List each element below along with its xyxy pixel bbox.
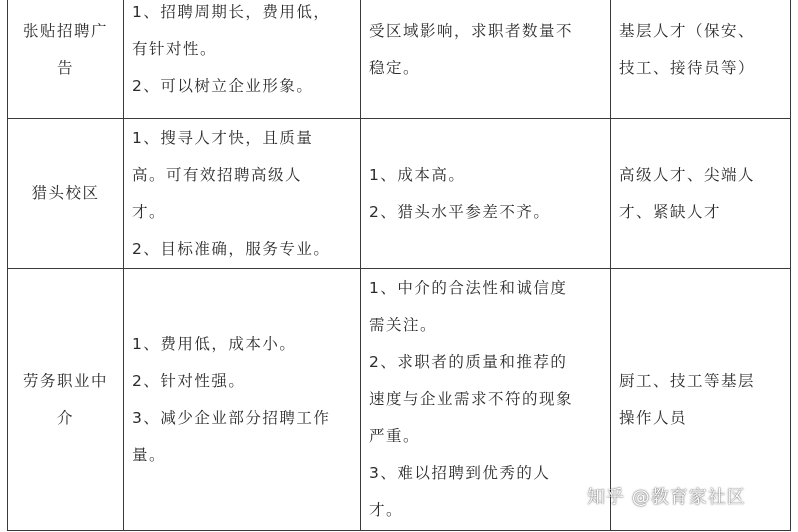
- cell-line: 才。: [369, 501, 404, 519]
- suitable-talent-cell: [611, 119, 791, 269]
- cell-line: 张贴招聘广: [22, 21, 108, 40]
- cell-line: 严重。: [369, 427, 421, 445]
- cell-line: 1、费用低，成本小。: [132, 334, 297, 353]
- cell-line: 有针对性。: [132, 40, 218, 58]
- advantages-cell: [124, 119, 361, 269]
- cell-line: 2、目标准确，服务专业。: [132, 239, 331, 258]
- cell-line: 2、求职者的质量和推荐的: [369, 353, 568, 371]
- cell-line: 受区域影响，求职者数量不: [369, 21, 574, 40]
- watermark: 知乎 @教育家社区: [587, 487, 746, 508]
- cell-line: 才。: [132, 202, 167, 221]
- suitable-talent-cell: [611, 0, 791, 119]
- cell-line: 稳定。: [369, 58, 421, 77]
- cell-line: 量。: [132, 445, 167, 464]
- method-cell: [8, 119, 124, 269]
- cell-line: 介: [56, 408, 74, 427]
- cell-line: 劳务职业中: [22, 371, 108, 390]
- cell-line: 1、招聘周期长，费用低，: [132, 3, 331, 21]
- advantages-cell: [124, 269, 361, 531]
- cell-line: 2、针对性强。: [132, 371, 246, 390]
- cell-line: 才、紧缺人才: [619, 202, 722, 221]
- disadvantages-cell: [361, 269, 611, 531]
- cell-line: 猎头校区: [31, 184, 100, 202]
- cell-line: 厨工、技工等基层: [619, 371, 756, 390]
- method-cell: [8, 269, 124, 531]
- cell-line: 1、中介的合法性和诚信度: [369, 279, 568, 297]
- cell-line: 操作人员: [619, 408, 688, 427]
- cell-line: 3、减少企业部分招聘工作: [132, 408, 331, 427]
- cell-line: 2、可以树立企业形象。: [132, 77, 314, 95]
- recruitment-methods-table: [7, 0, 791, 531]
- cell-line: 高。可有效招聘高级人: [132, 165, 303, 184]
- cell-line: 1、搜寻人才快，且质量: [132, 128, 314, 147]
- advantages-cell: [124, 0, 361, 119]
- cell-line: 高级人才、尖端人: [619, 165, 756, 184]
- table-row: [8, 0, 791, 119]
- method-cell: [8, 0, 124, 119]
- cell-line: 技工、接待员等）: [619, 58, 756, 77]
- cell-line: 3、难以招聘到优秀的人: [369, 464, 551, 482]
- table-row: [8, 119, 791, 269]
- cell-line: 1、成本高。: [369, 165, 466, 184]
- cell-line: 需关注。: [369, 316, 438, 334]
- disadvantages-cell: [361, 119, 611, 269]
- cell-line: 速度与企业需求不符的现象: [369, 390, 574, 408]
- cell-line: 2、猎头水平参差不齐。: [369, 202, 551, 221]
- cell-line: 告: [56, 58, 74, 77]
- cell-line: 基层人才（保安、: [619, 21, 756, 40]
- disadvantages-cell: [361, 0, 611, 119]
